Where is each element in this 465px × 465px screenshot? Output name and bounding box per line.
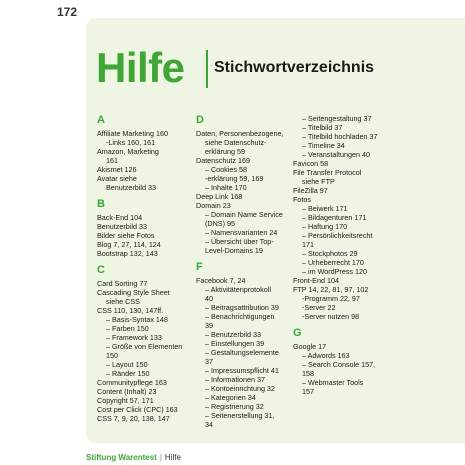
index-entry: – Persönlichkeitsrecht <box>302 231 373 240</box>
index-entry: – Übersicht über Top- <box>205 237 274 246</box>
index-entry: -Programm 22, 97 <box>302 294 360 303</box>
index-entry: -erklärung 59, 169 <box>205 174 264 183</box>
footer <box>86 453 181 463</box>
index-entry: CSS 110, 130, 147ff. <box>97 306 164 315</box>
index-entry: 171 <box>302 240 314 249</box>
index-entry: 157 <box>302 387 314 396</box>
section-letter: F <box>196 261 203 273</box>
index-entry: Benutzerbild 33 <box>97 222 147 231</box>
index-entry: – Aktivitätenprotokoll <box>205 285 271 294</box>
index-entry: Avatar siehe <box>97 174 137 183</box>
index-entry: File Transfer Protocol <box>293 168 362 177</box>
index-entry: Card Sorting 77 <box>97 279 148 288</box>
index-entry: – Layout 150 <box>106 360 148 369</box>
index-entry: Google 17 <box>293 342 327 351</box>
index-entry: – Ränder 150 <box>106 369 150 378</box>
index-entry: – Adwords 163 <box>302 351 350 360</box>
page-title: Stichwortverzeichnis <box>214 59 375 76</box>
brand-title: Hilfe <box>96 44 185 91</box>
index-entry: – Beitragsattribution 39 <box>205 303 279 312</box>
index-entry: – im WordPress 120 <box>302 267 367 276</box>
index-entry: Datenschutz 169 <box>196 156 250 165</box>
index-entry: – Timeline 34 <box>302 141 345 150</box>
index-entry: – Registrierung 32 <box>205 402 264 411</box>
index-entry: FileZilla 97 <box>293 186 328 195</box>
section-letter: B <box>97 198 105 210</box>
footer-section: Hilfe <box>164 453 181 462</box>
index-entry: 37 <box>205 357 213 366</box>
index-entry: 34 <box>205 420 213 429</box>
index-entry: Bootstrap 132, 143 <box>97 249 158 258</box>
index-entry: – Seitengestaltung 37 <box>302 114 372 123</box>
index-entry: siehe FTP <box>302 177 335 186</box>
index-entry: – Gestaltungselemente <box>205 348 279 357</box>
index-entry: – Haftung 170 <box>302 222 348 231</box>
index-entry: – Titelbild hochladen 37 <box>302 132 378 141</box>
index-entry: Communitypflege 163 <box>97 378 167 387</box>
index-entry: – Webmaster Tools <box>302 378 364 387</box>
index-section <box>97 264 189 423</box>
index-entry: Cascading Style Sheet <box>97 288 170 297</box>
index-entry: erklärung 59 <box>205 147 245 156</box>
index-entry: Fotos <box>293 195 311 204</box>
index-entry: (DNS) 95 <box>205 219 235 228</box>
index-entry: Copyright 57, 171 <box>97 396 154 405</box>
index-entry: Favicon 58 <box>293 159 329 168</box>
index-entry: Front-End 104 <box>293 276 339 285</box>
index-entry: – Kategorien 34 <box>205 393 256 402</box>
index-entry: Amazon, Marketing <box>97 147 159 156</box>
index-entry: – Cookies 58 <box>205 165 247 174</box>
index-column-3 <box>293 114 385 402</box>
index-entry: CSS 7, 9, 20, 138, 147 <box>97 414 170 423</box>
index-column-1 <box>97 114 189 429</box>
index-entry: Affiliate Marketing 160 <box>97 129 168 138</box>
index-entry: – Benutzerbild 33 <box>205 330 261 339</box>
index-entry: – Basis-Syntax 148 <box>106 315 168 324</box>
index-entry: – Einstellungen 39 <box>205 339 265 348</box>
index-entry: – Stockphotos 29 <box>302 249 358 258</box>
index-entry: Deep Link 168 <box>196 192 243 201</box>
index-entry: Daten, Personenbezogene, <box>196 129 284 138</box>
index-section <box>97 198 189 258</box>
index-entry: Level-Domains 19 <box>205 246 263 255</box>
section-letter: C <box>97 264 105 276</box>
index-entry: – Seitenerstellung 31, <box>205 411 275 420</box>
index-section <box>293 114 385 321</box>
index-section <box>196 261 286 429</box>
index-entry: Back-End 104 <box>97 213 143 222</box>
index-column-2 <box>196 114 286 435</box>
index-entry: 39 <box>205 321 213 330</box>
footer-separator: | <box>159 453 162 462</box>
section-letter: G <box>293 327 302 339</box>
index-entry: – Farben 150 <box>106 324 149 333</box>
index-entry: – Urheberrecht 170 <box>302 258 364 267</box>
index-entry: – Größe von Elementen <box>106 342 183 351</box>
index-entry: siehe Datenschutz- <box>205 138 267 147</box>
index-entry: 40 <box>205 294 213 303</box>
index-entry: 161 <box>106 156 118 165</box>
index-entry: Akismet 126 <box>97 165 137 174</box>
index-entry: – Inhalte 170 <box>205 183 247 192</box>
page-number: 172 <box>57 5 78 19</box>
footer-brand: Stiftung Warentest <box>86 453 157 462</box>
index-section <box>97 114 189 192</box>
index-entry: Domain 23 <box>196 201 231 210</box>
index-entry: -Server 22 <box>302 303 336 312</box>
index-entry: – Bildagenturen 171 <box>302 213 367 222</box>
header-row <box>96 44 456 92</box>
index-entry: siehe CSS <box>106 297 140 306</box>
index-entry: – Domain Name Service <box>205 210 283 219</box>
title-divider <box>206 50 208 88</box>
index-entry: – Titelbild 37 <box>302 123 343 132</box>
section-letter: A <box>97 114 105 126</box>
index-entry: – Kontoeinrichtung 32 <box>205 384 275 393</box>
index-entry: Content (Inhalt) 23 <box>97 387 157 396</box>
index-section <box>293 327 385 396</box>
index-entry: Benutzerbild 33 <box>106 183 156 192</box>
index-entry: – Benachrichtigungen <box>205 312 275 321</box>
index-entry: – Search Console 157, <box>302 360 376 369</box>
index-entry: Bilder siehe Fotos <box>97 231 155 240</box>
index-entry: 150 <box>106 351 118 360</box>
index-entry: -Links 160, 161 <box>106 138 156 147</box>
index-entry: Blog 7, 27, 114, 124 <box>97 240 161 249</box>
index-entry: 158 <box>302 369 314 378</box>
index-entry: – Namensvarianten 24 <box>205 228 278 237</box>
section-letter: D <box>196 114 204 126</box>
index-entry: Cost per Click (CPC) 163 <box>97 405 178 414</box>
index-section <box>196 114 286 255</box>
index-entry: – Framework 133 <box>106 333 162 342</box>
index-entry: Facebook 7, 24 <box>196 276 246 285</box>
index-entry: – Veranstaltungen 40 <box>302 150 370 159</box>
index-entry: FTP 14, 22, 81, 97, 102 <box>293 285 369 294</box>
index-entry: -Server nutzen 98 <box>302 312 360 321</box>
index-entry: – Informationen 37 <box>205 375 265 384</box>
index-entry: – Beiwerk 171 <box>302 204 348 213</box>
index-entry: – Impressumspflicht 41 <box>205 366 279 375</box>
